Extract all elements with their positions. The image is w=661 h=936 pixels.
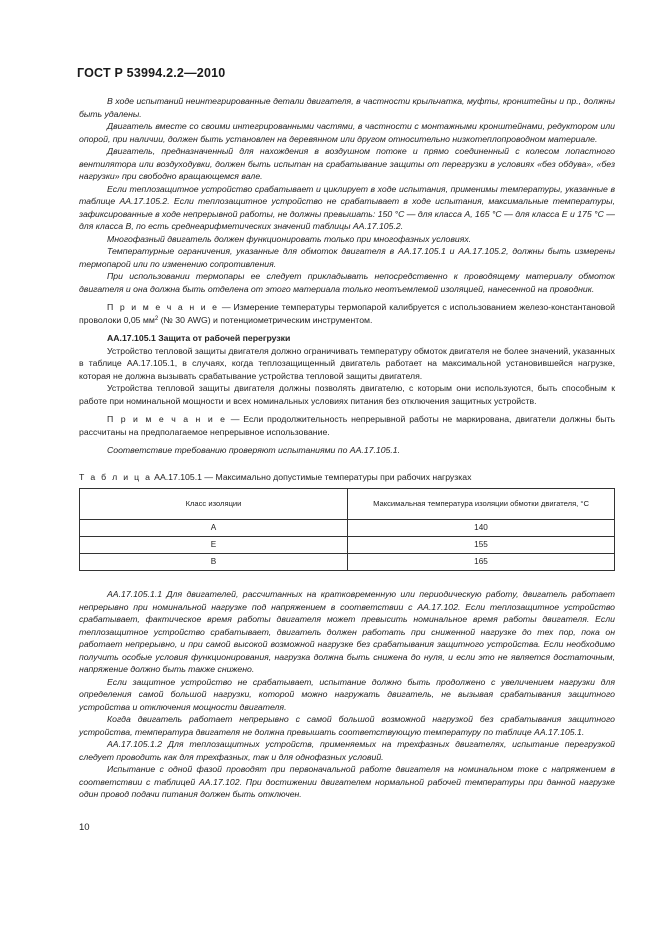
section-title: АА.17.105.1 Защита от рабочей перегрузки xyxy=(107,333,291,343)
paragraph: Если теплозащитное устройство срабатывает и циклирует в ходе испытания, применимы температуры, указанные в таблице АА.17.105.2. Если теплозащитное устройство не срабатывает в ходе испытания, максимальные температуры, зафиксированные в ходе непрерывной работы, не должны превышать: 150 °С — для класса А, 165 °С — для класса Е и 175 °С — для класса В, по есть среднеарифметических значений таблицы АА.17.105.2. xyxy=(79,183,615,231)
table-cell: 155 xyxy=(348,537,615,554)
note-text: (№ 30 AWG) и потенциометрическим инструментом. xyxy=(158,314,373,325)
table-cell: Е xyxy=(80,537,348,554)
note-superscript: 2 xyxy=(154,315,159,322)
table-row xyxy=(80,520,615,537)
table-header-row xyxy=(80,489,615,520)
paragraph: При использовании термопары ее следует прикладывать непосредственно к проводящему материалу обмоток двигателя и она должна быть отделена от этого материала только неотъемлемой изоляцией, нанесенной на проводник. xyxy=(79,271,615,294)
paragraph: Соответствие требованию проверяют испытаниями по АА.17.105.1. xyxy=(107,445,401,455)
paragraph: АА.17.105.1.1 Для двигателей, рассчитанных на кратковременную или периодическую работу, двигатель работает непрерывно при номинальной нагрузке под напряжением в соответствии с АА.17.102. Если теплозащитное устройство срабатывает, фактическое время работы двигателя может превысить номинальное время работы двигателя. Если теплозащитное устройство срабатывает, двигатель должен работать при сниженной нагрузке до тех пор, пока он работает непрерывно, и при самой высокой возможной нагрузке без срабатывания защитного устройства. Если необходимо получить особые условия функционирования, нагрузка должна быть снижена до нуля, и если это не является достаточным, напряжение должно быть также снижено. xyxy=(79,589,615,674)
table-cell: 165 xyxy=(348,554,615,571)
table-cell: 140 xyxy=(348,520,615,537)
page-number: 10 xyxy=(79,822,90,833)
table-row xyxy=(80,537,615,554)
paragraph: Испытание с одной фазой проводят при первоначальной работе двигателя на номинальном токе с напряжением в соответствии с таблицей АА.17.102. При достижении двигателем нормальной рабочей температуры при данной нагрузке один провод подачи питания должен быть отключен. xyxy=(79,764,615,799)
paragraph: АА.17.105.1.2 Для теплозащитных устройств, применяемых на трехфазных двигателях, испытание перегрузкой следует проводить как для трехфазных, так и для однофазных условий. xyxy=(79,739,615,762)
paragraph: Температурные ограничения, указанные для обмоток двигателя в АА.17.105.1 и АА.17.105.2, должны быть измерены термопарой или по изменению сопротивления. xyxy=(79,246,615,269)
table-caption-label: Т а б л и ц а xyxy=(79,471,152,482)
table-cell: А xyxy=(80,520,348,537)
table-cell: В xyxy=(80,554,348,571)
note-text: — Измерение температуры термопарой калибруется с использованием железо-константановой проволоки 0,05 мм xyxy=(79,302,615,325)
table-caption xyxy=(79,471,615,484)
note-text: — Если продолжительность непрерывной работы не маркирована, двигатели должны быть рассчитаны на предполагаемое непрерывное использование. xyxy=(79,414,615,437)
column-header: Максимальная температура изоляции обмотки двигателя, °С xyxy=(348,489,615,520)
paragraph: В ходе испытаний неинтегрированные детали двигателя, в частности крыльчатка, муфты, кронштейны и пр., должны быть удалены. xyxy=(79,96,615,119)
paragraph: Двигатель вместе со своими интегрированными частями, в частности с монтажными кронштейнами, редуктором или опорой, при наличии, должен быть установлен на деревянном или другом относительно низкотеплопроводном материале. xyxy=(79,121,615,144)
note-label: П р и м е ч а н и е xyxy=(107,414,227,424)
page-header: ГОСТ Р 53994.2.2—2010 xyxy=(77,66,226,80)
paragraph: Устройства тепловой защиты двигателя должны позволять двигателю, с которым они используются, быть способным к работе при номинальной мощности и всех номинальных условиях питания без отключения защитных устройств. xyxy=(79,383,615,406)
paragraph: Устройство тепловой защиты двигателя должно ограничивать температуру обмоток двигателя не более значений, указанных в таблице АА.17.105.1, в случаях, когда теплозащищенный двигатель работает на максимальной установившейся нагрузке, которая не должна вызывать срабатывание устройства тепловой защиты двигателя. xyxy=(79,345,615,381)
page-content xyxy=(79,95,615,801)
paragraph: Если защитное устройство не срабатывает, испытание должно быть продолжено с увеличением нагрузки для определения самой большой нагрузки, которой можно нагружать двигатель, не вызывая срабатывания защитного устройства и отключения мощности двигателя. xyxy=(79,676,615,712)
note-label: П р и м е ч а н и е xyxy=(107,302,219,312)
column-header: Класс изоляции xyxy=(80,489,348,520)
paragraph: Многофазный двигатель должен функционировать только при многофазных условиях. xyxy=(107,233,472,244)
paragraph: Двигатель, предназначенный для нахождения в воздушном потоке и прямо соединенный с колесом лопастного вентилятора или воздуходувки, должен быть испытан на срабатывание защиты от перегрузки в условиях «без обдува», «без нагрузки» при свободно вращающемся вале. xyxy=(79,146,615,181)
note xyxy=(79,301,615,326)
temperature-table xyxy=(79,488,615,571)
table-caption-text: АА.17.105.1 — Максимально допустимые температуры при рабочих нагрузках xyxy=(151,471,472,482)
paragraph: Когда двигатель работает непрерывно с самой большой возможной нагрузкой без срабатывания защитного устройства, температура двигателя не должна превышать соответствующую температуру по таблице АА.17.105.1. xyxy=(79,714,615,737)
table-row xyxy=(80,554,615,571)
note xyxy=(79,413,615,438)
